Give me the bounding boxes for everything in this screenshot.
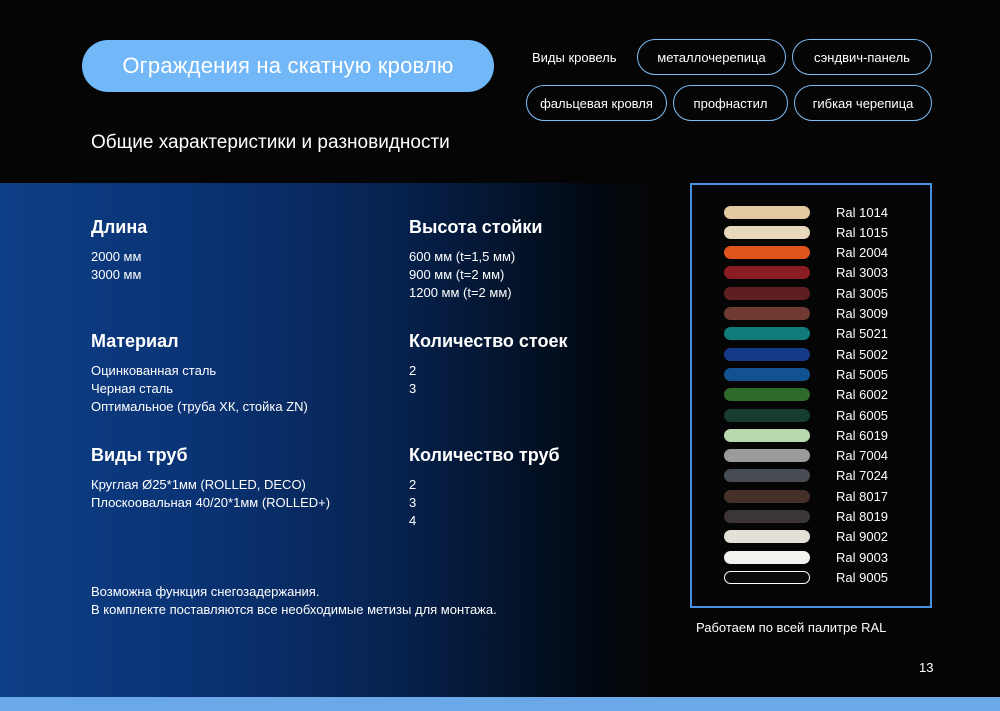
page-title: Ограждения на скатную кровлю	[82, 40, 494, 92]
note-line: Возможна функция снегозадержания.	[91, 584, 320, 599]
palette-caption: Работаем по всей палитре RAL	[696, 620, 887, 635]
ral-label: Ral 9002	[836, 529, 889, 545]
ral-item	[724, 286, 888, 300]
ral-label: Ral 9005	[836, 569, 889, 585]
color-swatch	[724, 246, 810, 259]
color-swatch	[724, 469, 810, 482]
color-swatch	[724, 449, 810, 462]
tag-seam-roof[interactable]: фальцевая кровля	[526, 85, 667, 121]
color-swatch	[724, 551, 810, 564]
ral-label: Ral 7024	[836, 468, 889, 484]
ral-label: Ral 6002	[836, 387, 889, 403]
section-title: Высота стойки	[409, 217, 543, 237]
color-swatch	[724, 206, 810, 219]
ral-label: Ral 2004	[836, 245, 889, 261]
section-line: 2	[409, 363, 417, 378]
ral-label: Ral 6019	[836, 427, 889, 443]
ral-item	[724, 367, 888, 381]
section-length	[91, 217, 147, 284]
color-swatch	[724, 368, 810, 381]
section-line: Оптимальное (труба ХК, стойка ZN)	[91, 399, 308, 414]
color-swatch	[724, 388, 810, 401]
ral-label: Ral 6005	[836, 407, 889, 423]
page-number: 13	[919, 660, 934, 675]
section-title: Количество стоек	[409, 331, 568, 351]
section-line: Круглая Ø25*1мм (ROLLED, DECO)	[91, 477, 306, 492]
section-line: 4	[409, 513, 417, 528]
section-line: 2	[409, 477, 417, 492]
color-swatch	[724, 287, 810, 300]
ral-label: Ral 8017	[836, 488, 889, 504]
section-line: Черная сталь	[91, 381, 174, 396]
ral-label: Ral 3003	[836, 265, 889, 281]
ral-item	[724, 327, 888, 341]
ral-item	[724, 408, 888, 422]
section-title: Виды труб	[91, 445, 188, 465]
section-title: Длина	[91, 217, 148, 237]
color-swatch	[724, 429, 810, 442]
ral-label: Ral 9003	[836, 549, 889, 565]
tag-profiled-sheet[interactable]: профнастил	[673, 85, 788, 121]
ral-item	[724, 266, 888, 280]
color-swatch	[724, 348, 810, 361]
ral-item	[724, 530, 888, 544]
ral-label: Ral 1015	[836, 224, 889, 240]
ral-palette	[690, 183, 932, 608]
section-line: Плоскоовальная 40/20*1мм (ROLLED+)	[91, 495, 331, 510]
color-swatch	[724, 530, 810, 543]
note	[91, 583, 497, 619]
ral-item	[724, 246, 888, 260]
section-line: 3000 мм	[91, 267, 142, 282]
ral-item	[724, 428, 888, 442]
color-swatch	[724, 409, 810, 422]
color-swatch	[724, 327, 810, 340]
section-pipe-types	[91, 445, 330, 512]
ral-item	[724, 570, 888, 584]
tag-sandwich-panel[interactable]: сэндвич-панель	[792, 39, 932, 75]
ral-label: Ral 1014	[836, 204, 889, 220]
ral-item	[724, 550, 888, 564]
color-swatch	[724, 226, 810, 239]
section-line: Оцинкованная сталь	[91, 363, 217, 378]
color-swatch	[724, 490, 810, 503]
color-swatch	[724, 266, 810, 279]
section-line: 600 мм (t=1,5 мм)	[409, 249, 516, 264]
tag-metal-tile[interactable]: металлочерепица	[637, 39, 786, 75]
note-line: В комплекте поставляются все необходимые метизы для монтажа.	[91, 602, 497, 617]
ral-label: Ral 5002	[836, 346, 889, 362]
ral-label: Ral 3005	[836, 285, 889, 301]
ral-item	[724, 449, 888, 463]
ral-item	[724, 225, 888, 239]
section-material	[91, 331, 308, 416]
ral-item	[724, 307, 888, 321]
section-line: 2000 мм	[91, 249, 142, 264]
section-post-height	[409, 217, 542, 302]
ral-label: Ral 5005	[836, 366, 889, 382]
color-swatch	[724, 307, 810, 320]
section-line: 1200 мм (t=2 мм)	[409, 285, 512, 300]
color-swatch	[724, 510, 810, 523]
subtitle: Общие характеристики и разновидности	[91, 132, 450, 153]
section-title: Количество труб	[409, 445, 560, 465]
ral-label: Ral 7004	[836, 448, 889, 464]
ral-item	[724, 205, 888, 219]
section-title: Материал	[91, 331, 179, 351]
bottom-bar	[0, 697, 1000, 711]
section-pipe-count	[409, 445, 560, 530]
ral-label: Ral 5021	[836, 326, 889, 342]
ral-label: Ral 8019	[836, 509, 889, 524]
section-line: 3	[409, 495, 417, 510]
ral-item	[724, 469, 888, 483]
ral-label: Ral 3009	[836, 306, 889, 321]
roof-types-label: Виды кровель	[532, 50, 617, 65]
ral-item	[724, 347, 888, 361]
ral-item	[724, 510, 888, 524]
ral-item	[724, 388, 888, 402]
color-swatch	[724, 571, 810, 584]
section-post-count	[409, 331, 568, 398]
section-line: 3	[409, 381, 417, 396]
ral-item	[724, 489, 888, 503]
section-line: 900 мм (t=2 мм)	[409, 267, 505, 282]
tag-soft-tile[interactable]: гибкая черепица	[794, 85, 932, 121]
